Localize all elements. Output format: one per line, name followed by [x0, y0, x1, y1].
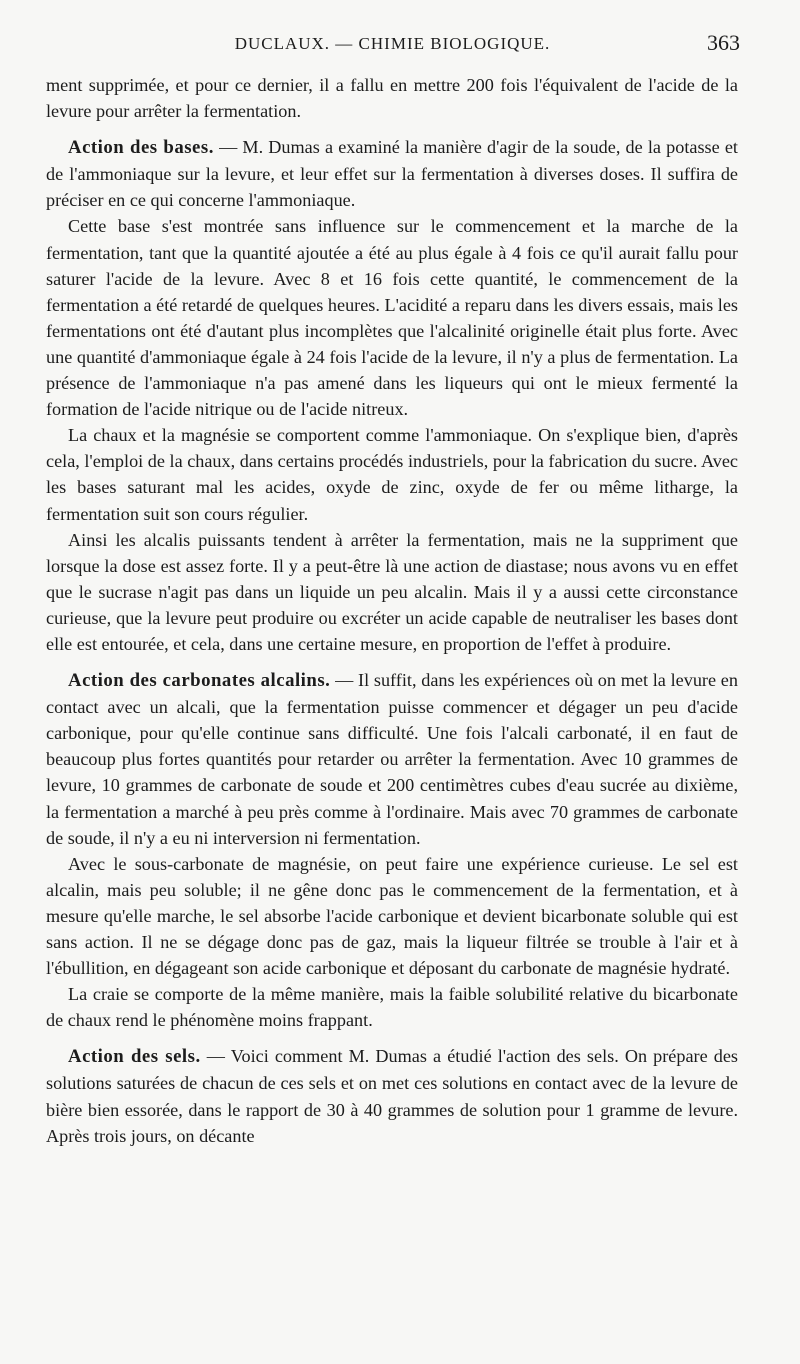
running-head: DUCLAUX. — CHIMIE BIOLOGIQUE.: [234, 34, 551, 53]
section-paragraph-sels: [46, 1043, 738, 1148]
page-header: [45, 30, 740, 64]
paragraph-text: Avec le sous-carbonate de magnésie, on peut faire une expérience curieuse. Le sel est alcalin, mais peu soluble; il ne gêne donc pas le commencement de la fermentation, et à mesure qu'elle marche, le sel absorbe l'acide carbonique et devient bicarbonate soluble qui est sans action. Il ne se dégage donc pas de gaz, mais la liqueur filtrée se trouble à l'air et à l'ébullition, en dégageant son acide carbonique et déposant du carbonate de magnésie hydraté.: [46, 853, 738, 979]
paragraph-text: La chaux et la magnésie se comportent comme l'ammoniaque. On s'explique bien, d'après cela, l'emploi de la chaux, dans certains procédés industriels, pour la fabrication du sucre. Avec les bases saturant mal les acides, oxyde de zinc, oxyde de fer ou même litharge, la fermentation suit son cours régulier.: [46, 425, 738, 524]
body-text: [46, 72, 738, 1149]
paragraph: [46, 851, 738, 981]
section-heading: Action des sels.: [68, 1046, 201, 1068]
section-heading: Action des carbonates alcalins.: [68, 670, 331, 692]
paragraph-text: La craie se comporte de la même manière, mais la faible solubilité relative du bicarbonate de chaux rend le phénomène moins frappant.: [46, 984, 738, 1031]
paragraph: [46, 422, 738, 526]
paragraph: [46, 527, 738, 657]
paragraph-text: Cette base s'est montrée sans influence sur le commencement et la marche de la fermentation, tant que la quantité ajoutée a été au plus égale à 4 fois ce qu'il aurait fallu pour saturer l'acide de la levure. Avec 8 et 16 fois cette quantité, le commencement de la fermentation a été retardé de quelques heures. L'acidité a reparu dans les divers essais, mais les fermentations ont été d'autant plus incomplètes que l'alcalinité originelle était plus forte. Avec une quantité d'ammoniaque égale à 24 fois l'acide de la levure, il n'y a plus de fermentation. La présence de l'ammoniaque n'a pas amené dans les liqueurs qui ont le mieux fermenté la formation de l'acide nitrique ou de l'acide nitreux.: [46, 216, 738, 420]
paragraph-text: — Voici comment M. Dumas a étudié l'action des sels. On prépare des solutions saturées de chacun de ces sels et on met ces solutions en contact avec de la levure de bière bien essorée, dans le rapport de 30 à 40 grammes de solution pour 1 gramme de levure. Après trois jours, on décante: [46, 1046, 739, 1146]
section-heading: Action des bases.: [68, 137, 214, 159]
section-paragraph-carbonates: [46, 667, 738, 851]
paragraph: [46, 981, 738, 1033]
paragraph: [46, 213, 738, 422]
paragraph-text: ment supprimée, et pour ce dernier, il a fallu en mettre 200 fois l'équivalent de l'acide de la levure pour arrêter la fermentation.: [46, 75, 738, 122]
paragraph-text: Ainsi les alcalis puissants tendent à arrêter la fermentation, mais ne la suppriment que lorsque la dose est assez forte. Il y a peut-être là une action de diastase; nous avons vu en effet que le sucrase n'agit pas dans un liquide un peu alcalin. Mais il y a aussi cette circonstance curieuse, que la levure peut produire ou excréter un acide capable de neutraliser les bases dont elle est entourée, et cela, dans une certaine mesure, en proportion de l'effet à produire.: [46, 529, 738, 654]
page-number: 363: [707, 30, 740, 55]
paragraph-text: — Il suffit, dans les expériences où on met la levure en contact avec un alcali, que la fermentation puisse commencer et dégager un peu d'acide carbonique, pour qu'elle continue sans difficulté. Une fois l'alcali carbonaté, il en faut de beaucoup plus fortes quantités pour retarder ou arrêter la fermentation. Avec 10 grammes de levure, 10 grammes de carbonate de soude et 200 centimètres cubes d'eau sucrée au dixième, la fermentation a marché à peu près comme à l'ordinaire. Mais avec 70 grammes de carbonate de soude, il n'y a eu ni interversion ni fermentation.: [46, 670, 738, 848]
paragraph-text: — M. Dumas a examiné la manière d'agir de la soude, de la potasse et de l'ammoniaque sur la levure, et leur effet sur la fermentation à diverses doses. Il suffira de préciser en ce qui concerne l'ammoniaque.: [46, 137, 738, 211]
paragraph: [46, 72, 738, 124]
section-paragraph-bases: [46, 134, 738, 213]
